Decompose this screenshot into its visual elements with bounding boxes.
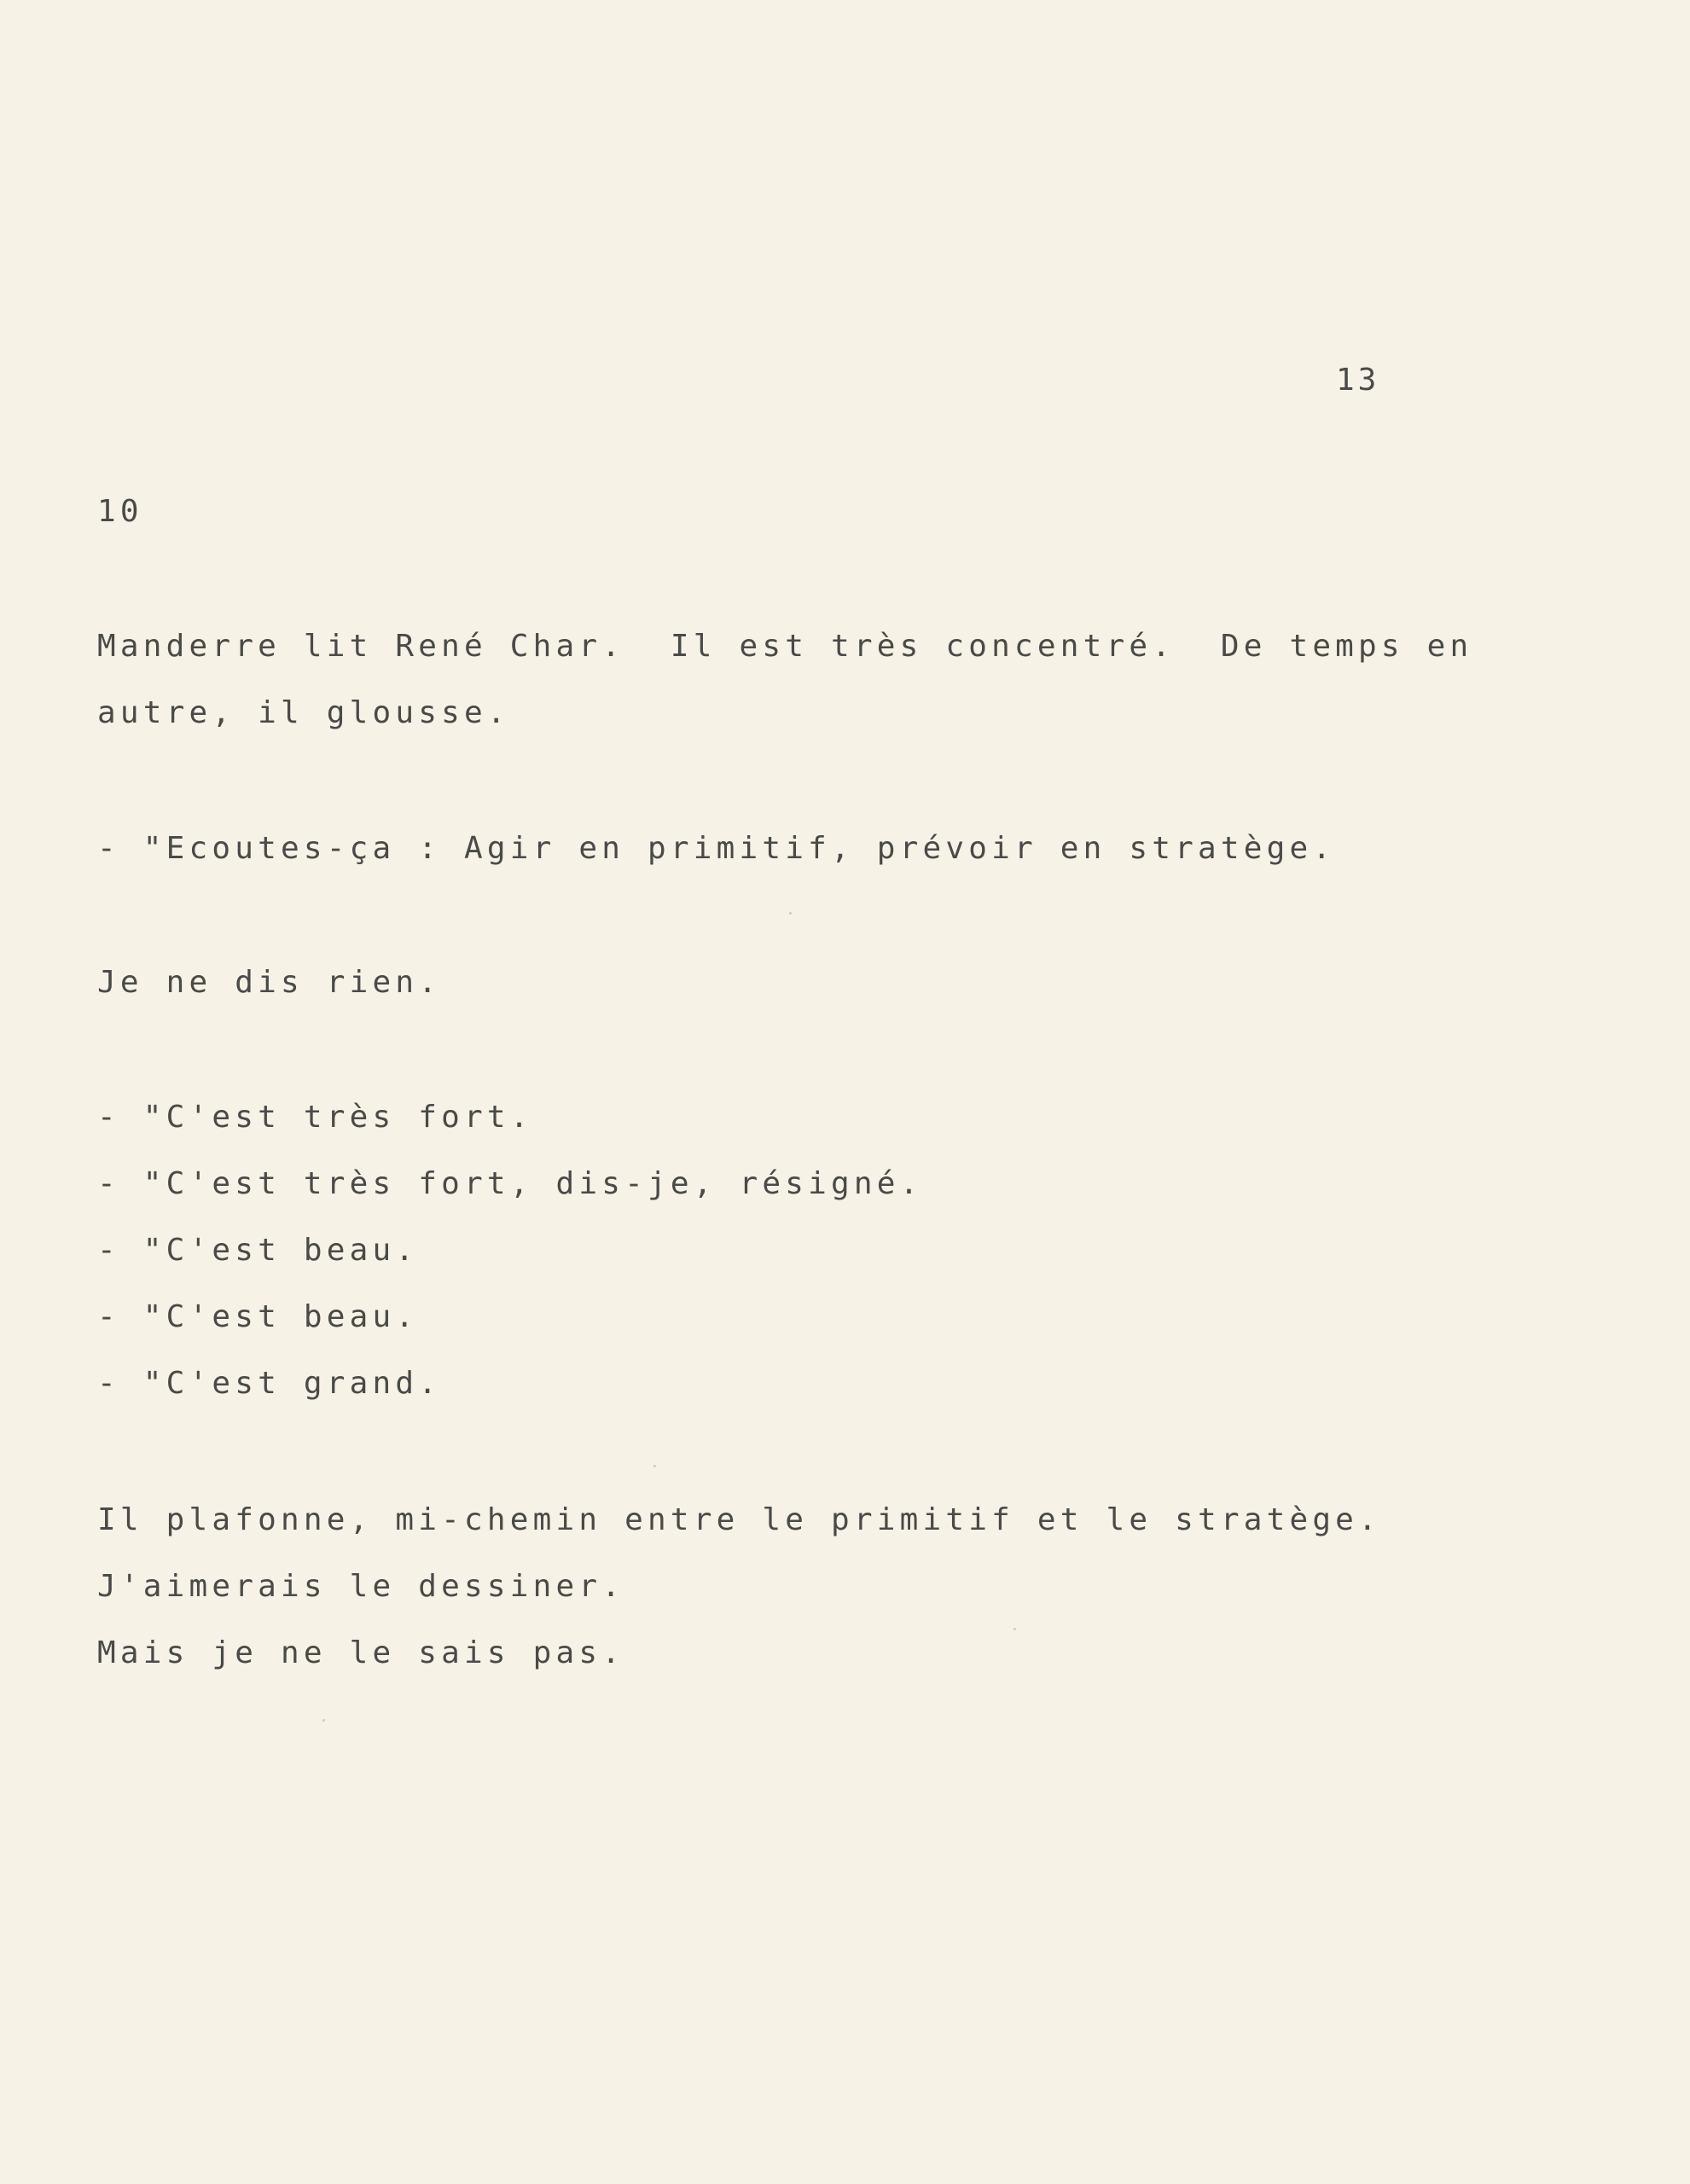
- paper-speck: [322, 1719, 325, 1722]
- paper-speck: [789, 912, 792, 915]
- closing-line: J'aimerais le dessiner.: [97, 1569, 625, 1604]
- closing-line: Mais je ne le sais pas.: [97, 1635, 625, 1670]
- dialogue-line: - "C'est très fort, dis-je, résigné.: [97, 1166, 923, 1201]
- dialogue-line: - "C'est beau.: [97, 1299, 419, 1334]
- quote-line: - "Ecoutes-ça : Agir en primitif, prévoir en stratège.: [97, 831, 1336, 866]
- narration-line: Je ne dis rien.: [97, 965, 442, 1000]
- dialogue-line: - "C'est beau.: [97, 1233, 419, 1268]
- page-number: 13: [1336, 363, 1380, 398]
- paragraph-line: Manderre lit René Char. Il est très concentré. De temps en: [97, 629, 1473, 664]
- section-number: 10: [97, 494, 143, 529]
- closing-line: Il plafonne, mi-chemin entre le primitif et le stratège.: [97, 1502, 1381, 1537]
- paragraph-line: autre, il glousse.: [97, 695, 510, 730]
- dialogue-line: - "C'est grand.: [97, 1366, 442, 1401]
- paper-speck: [653, 1465, 656, 1467]
- dialogue-line: - "C'est très fort.: [97, 1100, 533, 1135]
- paper-speck: [1013, 1628, 1016, 1630]
